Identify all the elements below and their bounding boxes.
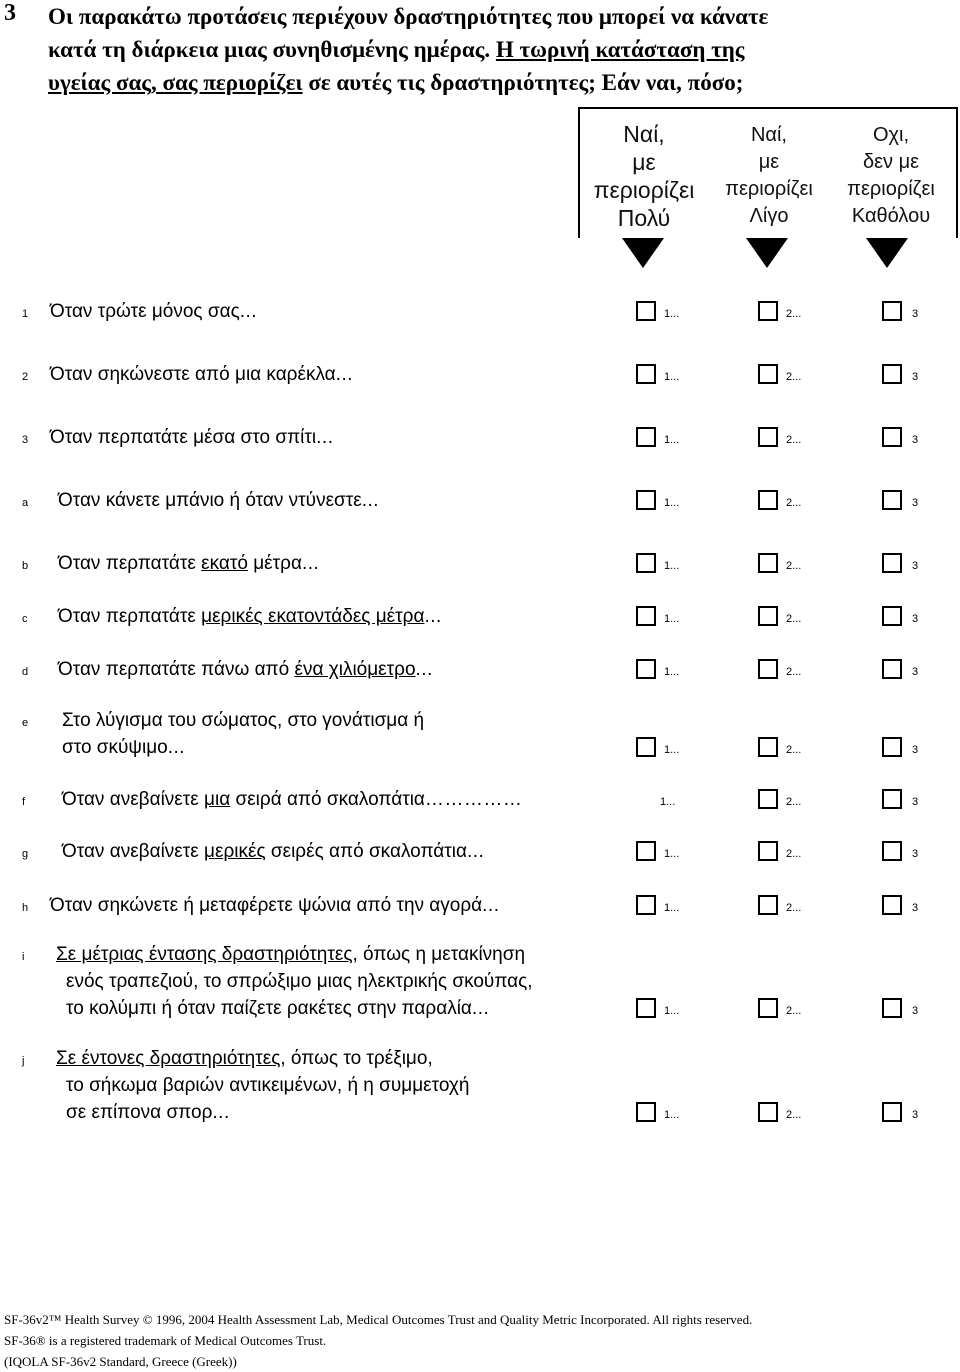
- answer-checkbox-2[interactable]: [758, 606, 778, 626]
- answer-code-1: 1...: [660, 796, 676, 808]
- item-label: h: [22, 902, 29, 914]
- item-text: Όταν ανεβαίνετε μερικές σειρές από σκαλοπάτια...: [62, 841, 485, 862]
- item-text: στο σκύψιμο...: [62, 737, 186, 758]
- answer-checkbox-3[interactable]: [882, 841, 902, 861]
- column-header-not-at-all: Οχι, δεν με περιορίζει Καθόλου: [847, 124, 935, 227]
- arrow-down-icon: [866, 238, 908, 268]
- answer-checkbox-2[interactable]: [758, 895, 778, 915]
- item-label: j: [22, 1055, 25, 1067]
- answer-checkbox-1[interactable]: [636, 737, 656, 757]
- item-label: g: [22, 848, 29, 860]
- answer-code-3: 3: [912, 434, 919, 446]
- answer-code-1: 1...: [664, 1005, 680, 1017]
- answer-checkbox-2[interactable]: [758, 789, 778, 809]
- item-text-line-1: Σε μέτριας έντασης δραστηριότητες, όπως η μετακίνηση: [56, 944, 526, 965]
- answer-code-1: 1...: [664, 1109, 680, 1121]
- question-line-3-underlined: υγείας σας, σας περιορίζει: [48, 70, 303, 95]
- item-text: Όταν σηκώνεστε από μια καρέκλα...: [50, 364, 354, 385]
- question-text: [48, 0, 948, 99]
- answer-code-3: 3: [912, 371, 919, 383]
- arrow-down-icon: [746, 238, 788, 268]
- answer-checkbox-3[interactable]: [882, 895, 902, 915]
- answer-checkbox-2[interactable]: [758, 427, 778, 447]
- item-text: Όταν σηκώνετε ή μεταφέρετε ψώνια από την αγορά...: [50, 895, 500, 916]
- answer-code-2: 2...: [786, 434, 802, 446]
- answer-code-3: 3: [912, 560, 919, 572]
- item-text-line-1: Στο λύγισμα του σώματος, στο γονάτισμα ή: [62, 710, 425, 731]
- item-text: Όταν ανεβαίνετε μια σειρά από σκαλοπάτια……………: [62, 789, 523, 810]
- item-text-line-1: Σε έντονες δραστηριότητες, όπως το τρέξιμο,: [56, 1048, 433, 1069]
- answer-code-2: 2...: [786, 666, 802, 678]
- answer-checkbox-1[interactable]: [636, 490, 656, 510]
- answer-code-1: 1...: [664, 371, 680, 383]
- answer-code-2: 2...: [786, 308, 802, 320]
- item-text: Όταν κάνετε μπάνιο ή όταν ντύνεστε...: [58, 490, 380, 511]
- answer-checkbox-1[interactable]: [636, 659, 656, 679]
- item-text: Όταν τρώτε μόνος σας...: [50, 301, 258, 322]
- answer-checkbox-3[interactable]: [882, 427, 902, 447]
- answer-code-2: 2...: [786, 1005, 802, 1017]
- answer-checkbox-2[interactable]: [758, 490, 778, 510]
- column-header-a-lot: Ναί, με περιορίζει Πολύ: [593, 121, 695, 231]
- answer-checkbox-2[interactable]: [758, 841, 778, 861]
- answer-checkbox-3[interactable]: [882, 553, 902, 573]
- item-text: Όταν περπατάτε πάνω από ένα χιλιόμετρο...: [58, 659, 433, 680]
- column-header-a-little: Ναί, με περιορίζει Λίγο: [725, 124, 813, 227]
- answer-checkbox-3[interactable]: [882, 364, 902, 384]
- answer-checkbox-3[interactable]: [882, 659, 902, 679]
- arrow-down-icon: [622, 238, 664, 268]
- answer-checkbox-2[interactable]: [758, 659, 778, 679]
- question-line-2-underlined: Η τωρινή κατάσταση της: [495, 37, 745, 62]
- answer-checkbox-2[interactable]: [758, 1102, 778, 1122]
- answer-code-3: 3: [912, 613, 919, 625]
- answer-code-3: 3: [912, 902, 919, 914]
- item-label: b: [22, 560, 29, 572]
- question-line-2: [48, 33, 948, 66]
- answer-checkbox-3[interactable]: [882, 998, 902, 1018]
- answer-code-2: 2...: [786, 613, 802, 625]
- answer-code-2: 2...: [786, 371, 802, 383]
- item-label: a: [22, 497, 29, 509]
- answer-checkbox-1[interactable]: [636, 841, 656, 861]
- answer-code-3: 3: [912, 666, 919, 678]
- question-line-3: [48, 66, 948, 99]
- answer-checkbox-2[interactable]: [758, 553, 778, 573]
- answer-code-1: 1...: [664, 666, 680, 678]
- answer-checkbox-3[interactable]: [882, 737, 902, 757]
- footer-copyright: SF-36v2™ Health Survey © 1996, 2004 Health Assessment Lab, Medical Outcomes Trust and Quality Metric Incorporated. All rights reserved.: [4, 1312, 753, 1327]
- answer-code-3: 3: [912, 497, 919, 509]
- answer-checkbox-1[interactable]: [636, 364, 656, 384]
- answer-code-3: 3: [912, 848, 919, 860]
- answer-checkbox-2[interactable]: [758, 364, 778, 384]
- answer-checkbox-1[interactable]: [636, 606, 656, 626]
- answer-code-1: 1...: [664, 744, 680, 756]
- item-text: Όταν περπατάτε εκατό μέτρα...: [58, 553, 320, 574]
- answer-checkbox-2[interactable]: [758, 737, 778, 757]
- question-line-2-plain: κατά τη διάρκεια μιας συνηθισμένης ημέρας.: [48, 37, 491, 62]
- answer-code-1: 1...: [664, 434, 680, 446]
- answer-code-2: 2...: [786, 902, 802, 914]
- item-text: Όταν περπατάτε μερικές εκατοντάδες μέτρα...: [58, 606, 442, 627]
- item-text-line-2: ενός τραπεζιού, το σπρώξιμο μιας ηλεκτρικής σκούπας,: [66, 971, 533, 992]
- item-label: 3: [22, 434, 29, 446]
- question-line-3-plain: σε αυτές τις δραστηριότητες; Εάν ναι, πόσο;: [308, 70, 744, 95]
- answer-code-1: 1...: [664, 613, 680, 625]
- answer-checkbox-1[interactable]: [636, 895, 656, 915]
- answer-code-3: 3: [912, 1109, 919, 1121]
- item-label: e: [22, 717, 29, 729]
- answer-checkbox-2[interactable]: [758, 301, 778, 321]
- item-text: σε επίπονα σπορ...: [66, 1102, 230, 1123]
- footer-trademark: SF-36® is a registered trademark of Medical Outcomes Trust.: [4, 1333, 327, 1348]
- item-text: το κολύμπι ή όταν παίζετε ρακέτες στην παραλία...: [66, 998, 490, 1019]
- answer-code-1: 1...: [664, 560, 680, 572]
- answer-checkbox-2[interactable]: [758, 998, 778, 1018]
- item-label: f: [22, 796, 26, 808]
- answer-checkbox-3[interactable]: [882, 301, 902, 321]
- answer-code-2: 2...: [786, 744, 802, 756]
- answer-code-1: 1...: [664, 497, 680, 509]
- answer-checkbox-1[interactable]: [636, 427, 656, 447]
- answer-code-2: 2...: [786, 560, 802, 572]
- answer-checkbox-3[interactable]: [882, 789, 902, 809]
- answer-checkbox-1[interactable]: [636, 998, 656, 1018]
- question-number: 3: [4, 0, 16, 26]
- answer-checkbox-3[interactable]: [882, 606, 902, 626]
- answer-code-3: 3: [912, 744, 919, 756]
- answer-checkbox-1[interactable]: [636, 553, 656, 573]
- answer-code-2: 2...: [786, 796, 802, 808]
- answer-checkbox-3[interactable]: [882, 1102, 902, 1122]
- answer-code-1: 1...: [664, 902, 680, 914]
- question-line-1: Οι παρακάτω προτάσεις περιέχουν δραστηριότητες που μπορεί να κάνατε: [48, 4, 769, 29]
- answer-code-2: 2...: [786, 848, 802, 860]
- answer-code-2: 2...: [786, 1109, 802, 1121]
- answer-code-3: 3: [912, 796, 919, 808]
- item-label: i: [22, 951, 25, 963]
- item-label: c: [22, 613, 28, 625]
- answer-code-3: 3: [912, 308, 919, 320]
- item-label: 2: [22, 371, 29, 383]
- answer-checkbox-3[interactable]: [882, 490, 902, 510]
- item-text-line-2: το σήκωμα βαριών αντικειμένων, ή η συμμετοχή: [66, 1075, 470, 1096]
- footer-version: (IQOLA SF-36v2 Standard, Greece (Greek)): [4, 1354, 237, 1369]
- answer-checkbox-1[interactable]: [636, 1102, 656, 1122]
- answer-code-1: 1...: [664, 848, 680, 860]
- answer-checkbox-1[interactable]: [636, 301, 656, 321]
- item-label: d: [22, 666, 29, 678]
- item-label: 1: [22, 308, 29, 320]
- answer-code-3: 3: [912, 1005, 919, 1017]
- answer-code-2: 2...: [786, 497, 802, 509]
- answer-code-1: 1...: [664, 308, 680, 320]
- item-text: Όταν περπατάτε μέσα στο σπίτι...: [50, 427, 334, 448]
